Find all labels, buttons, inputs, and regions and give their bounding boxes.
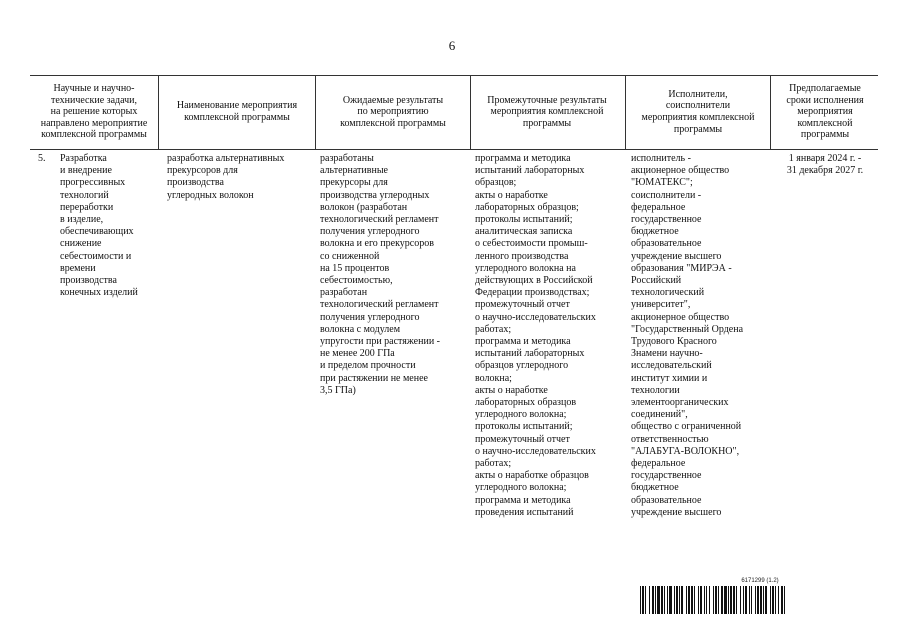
barcode-bar (713, 586, 714, 614)
barcode-bar (772, 586, 774, 614)
barcode-bar (765, 586, 767, 614)
cell-deadline: 1 января 2024 г. - 31 декабря 2027 г. (786, 153, 864, 177)
barcode-bar (691, 586, 693, 614)
barcode-caption: 6171299 (1.2) (741, 578, 779, 584)
cell-activity: разработка альтернативных прекурсоров для производства углеродных волокон (167, 153, 285, 201)
barcode-bar (704, 586, 705, 614)
barcode-bar (706, 586, 707, 614)
barcode-bar (745, 586, 747, 614)
row-number: 5. (38, 153, 46, 164)
barcode-bar (721, 586, 723, 614)
table-header-rule (30, 149, 878, 150)
barcode-bar (657, 586, 660, 614)
barcode-bar (664, 586, 665, 614)
header-separator (625, 75, 626, 149)
barcode-bar (715, 586, 717, 614)
barcode-bar (679, 586, 680, 614)
barcode-bar (652, 586, 654, 614)
barcode-bar (733, 586, 735, 614)
barcode-bar (667, 586, 668, 614)
header-separator (470, 75, 471, 149)
barcode-bar (694, 586, 695, 614)
header-interim-results: Промежуточные результаты мероприятия комплексной программы (487, 94, 607, 129)
header-separator (158, 75, 159, 149)
barcode-bar (736, 586, 737, 614)
barcode-bar (760, 586, 762, 614)
barcode-bar (778, 586, 779, 614)
header-tasks: Научные и научно- технические задачи, на решение которых направлено мероприятие комплексной программы (40, 83, 148, 141)
barcode-bar (784, 586, 785, 614)
barcode-bar (655, 586, 656, 614)
barcode-bar (709, 586, 710, 614)
barcode-bar (700, 586, 702, 614)
barcode-bar (757, 586, 759, 614)
header-executors: Исполнители, соисполнители мероприятия комплексной программы (641, 88, 755, 135)
barcode-bar (763, 586, 764, 614)
barcode-icon (640, 586, 878, 614)
barcode-bar (698, 586, 699, 614)
barcode-bar (640, 586, 641, 614)
barcode-bar (688, 586, 690, 614)
barcode-bar (781, 586, 783, 614)
barcode-bar (724, 586, 727, 614)
barcode-bar (751, 586, 752, 614)
barcode-bar (681, 586, 683, 614)
barcode-bar (755, 586, 756, 614)
page-number: 6 (448, 38, 456, 53)
header-activity: Наименование мероприятия комплексной программы (176, 100, 298, 123)
barcode-bar (728, 586, 729, 614)
cell-executors: исполнитель - акционерное общество "ЮМАТЕКС"; соисполнители - федеральное государственное бюджетное образовательное учреждение высшего образования "МИРЭА - Российский технологический университет", акционерное общество "Государственный Ордена Трудового Красного Знамени научно- исследовательский институт химии и технологии элементоорганических соединений", общество с ограниченной ответственностью "АЛАБУГА-ВОЛОКНО", федеральное государственное бюджетное образовательное учреждение высшего (631, 153, 744, 518)
barcode-bar (674, 586, 675, 614)
barcode-bar (718, 586, 719, 614)
barcode-bar (669, 586, 672, 614)
barcode-bar (740, 586, 741, 614)
barcode-bar (676, 586, 678, 614)
cell-interim-results: программа и методика испытаний лабораторных образцов; акты о наработке лабораторных образцов; протоколы испытаний; аналитическая записка о себестоимости промыш- ленного производства углеродного волокна на действующих в Российской Федерации производствах; промежуточный отчет о научно-исследовательских работах; программа и методика испытаний лабораторных образцов углеродного волокна; акты о наработке лабораторных образцов углеродного волокна; протоколы испытаний; промежуточный отчет о научно-исследовательских работах; акты о наработке образцов углеродного волокна; программа и методика проведения испытаний (475, 153, 596, 518)
header-separator (315, 75, 316, 149)
barcode-bar (649, 586, 650, 614)
barcode-bar (642, 586, 644, 614)
barcode-bar (645, 586, 646, 614)
barcode-bar (775, 586, 776, 614)
cell-expected-results: разработаны альтернативные прекурсоры для производства углеродных волокон (разработан технологический регламент получения углеродного волокна и его прекурсоров со сниженной на 15 процентов себестоимостью, разработан технологический регламент получения углеродного волокна с модулем упругости при растяжении - не менее 200 ГПа и пределом прочности при растяжении не менее 3,5 ГПа) (320, 153, 440, 396)
barcode-bar (686, 586, 687, 614)
cell-task: Разработка и внедрение прогрессивных технологий переработки в изделие, обеспечивающих снижение себестоимости и времени производства конечных изделий (60, 153, 138, 299)
header-deadline: Предполагаемые сроки исполнения мероприятия комплексной программы (786, 83, 864, 141)
barcode-bar (770, 586, 771, 614)
header-expected-results: Ожидаемые результаты по мероприятию комплексной программы (340, 94, 446, 129)
barcode-bar (730, 586, 732, 614)
barcode-bar (749, 586, 750, 614)
barcode-bar (661, 586, 663, 614)
header-separator (770, 75, 771, 149)
barcode-bar (743, 586, 744, 614)
